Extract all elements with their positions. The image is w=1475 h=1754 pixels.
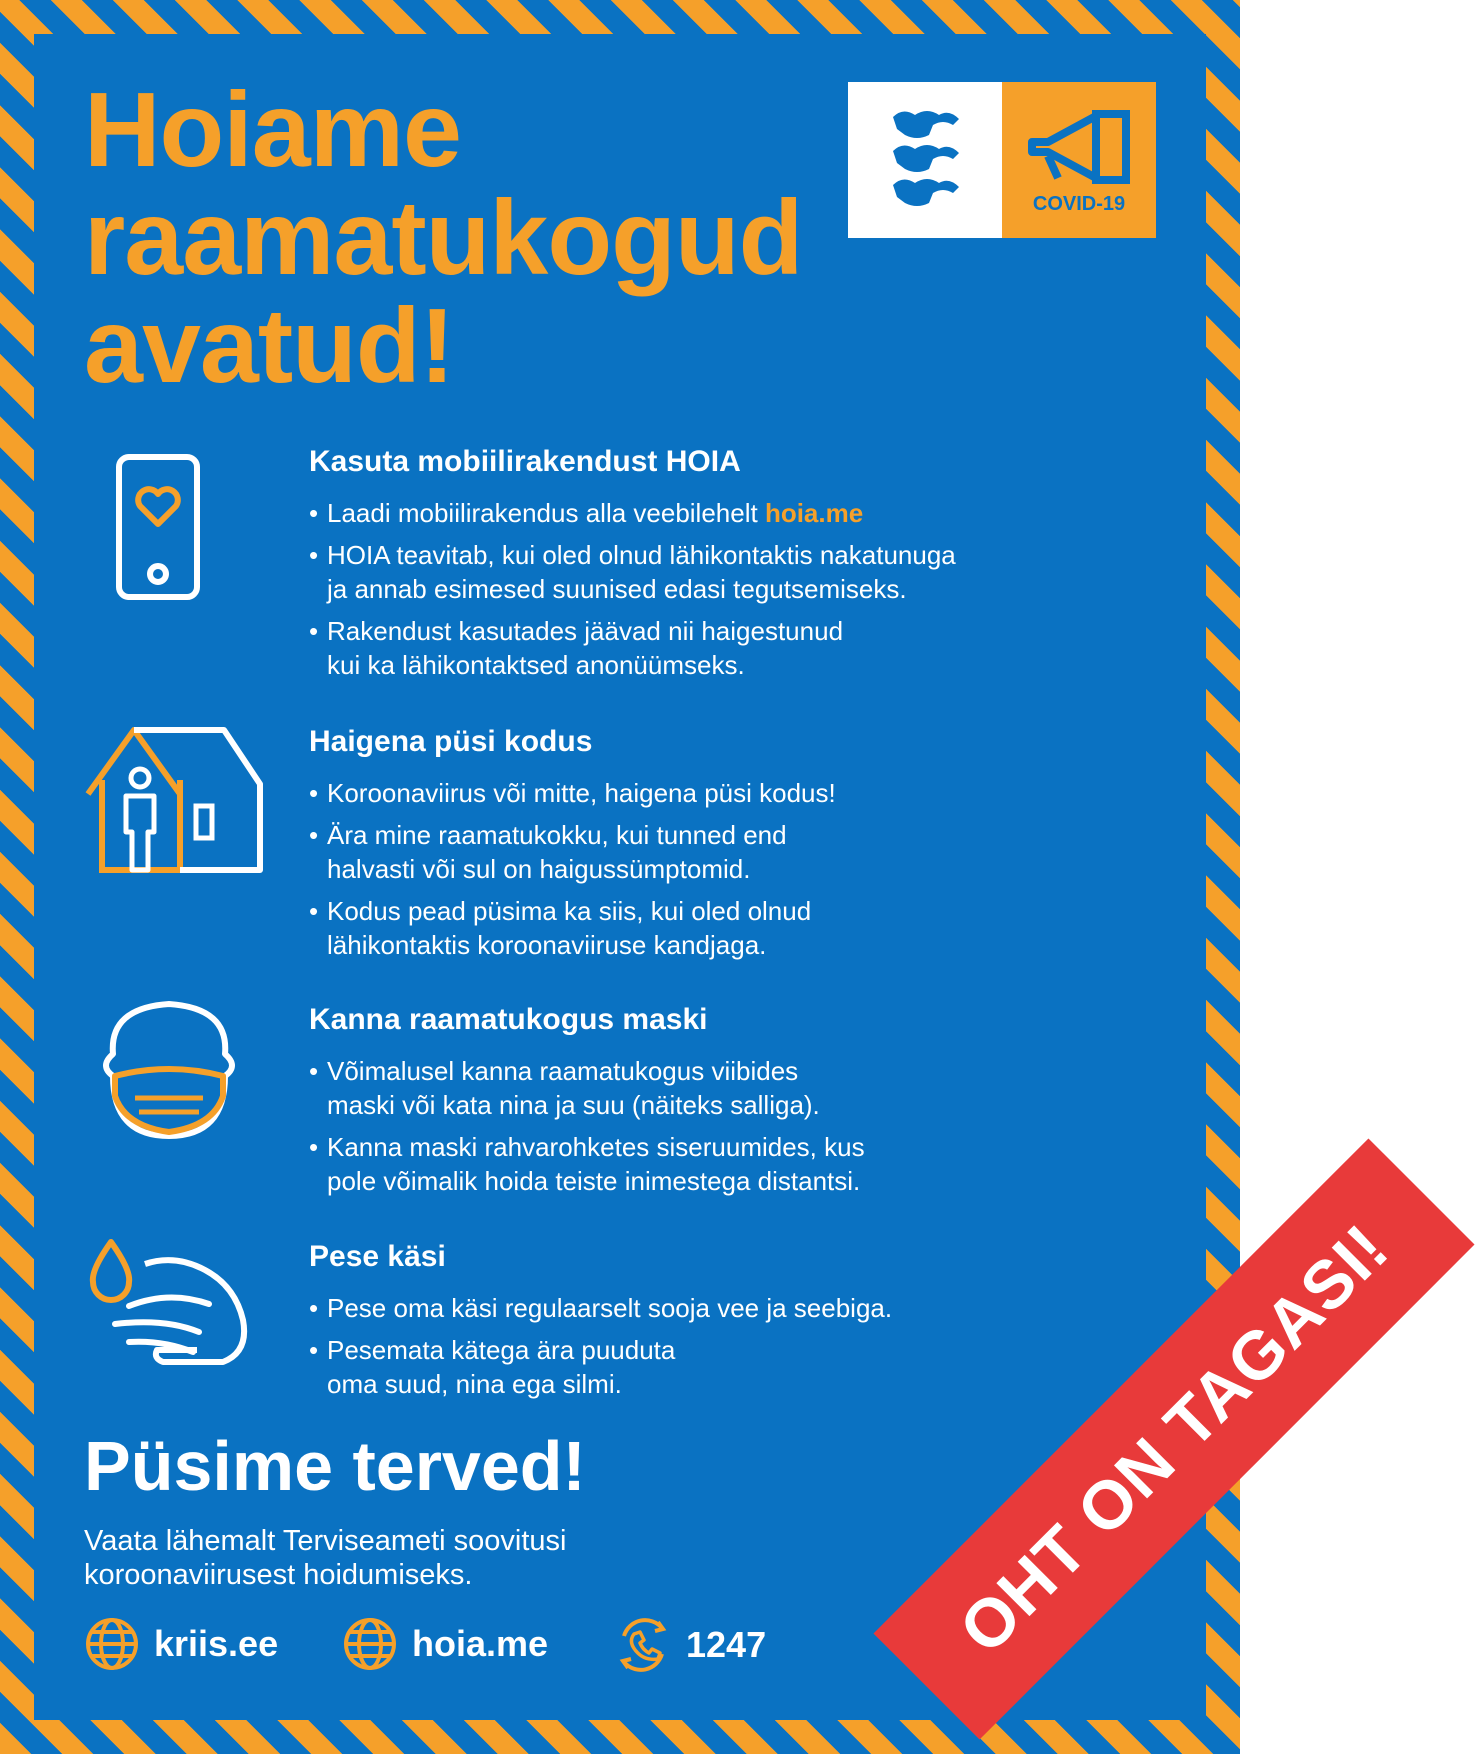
megaphone-icon <box>1002 92 1156 202</box>
covid-badge: COVID-19 <box>1032 193 1126 215</box>
section-heading: Kasuta mobiilirakendust HOIA <box>309 445 741 478</box>
contact-phone[interactable] <box>614 1616 766 1674</box>
section-heading: Kanna raamatukogus maski <box>309 1003 708 1036</box>
contact-label: kriis.ee <box>154 1623 279 1664</box>
phone-heart-icon <box>114 452 202 602</box>
globe-icon <box>84 1616 140 1672</box>
section-heading: Pese käsi <box>309 1240 446 1273</box>
bullet-list <box>309 1291 892 1409</box>
contact-hoia[interactable] <box>342 1616 548 1672</box>
warning-banner <box>873 1138 1474 1739</box>
poster-body <box>34 34 1404 1720</box>
closing-text: Vaata lähemalt Terviseameti soovitusi koroonaviirusest hoidumiseks. <box>84 1525 567 1591</box>
contact-label: hoia.me <box>412 1623 549 1664</box>
bullet-item: • Ära mine raamatukokku, kui tunned end halvasti või sul on haigussümptomid. <box>309 818 836 886</box>
contact-label: 1247 <box>686 1624 767 1665</box>
face-mask-icon <box>99 1002 239 1142</box>
logo-left-panel <box>848 82 1002 238</box>
bullet-item: • Pese oma käsi regulaarselt sooja vee ja seebiga. <box>309 1291 892 1325</box>
closing-title: Püsime terved! <box>84 1427 586 1505</box>
poster-title <box>84 71 803 405</box>
bullet-item: • Võimalusel kanna raamatukogus viibides maski või kata nina ja suu (näiteks salliga). <box>309 1054 865 1122</box>
bullet-list <box>309 1054 865 1206</box>
bullet-item: • Kodus pead püsima ka siis, kui oled olnud lähikontaktis koroonaviiruse kandjaga. <box>309 894 836 962</box>
title-line: avatud! <box>84 287 454 405</box>
contact-kriis[interactable] <box>84 1616 278 1672</box>
bullet-item: • Kanna maski rahvarohketes siseruumides, kus pole võimalik hoida teiste inimestega distantsi. <box>309 1130 865 1198</box>
logo-right-panel <box>1002 82 1156 238</box>
bullet-list <box>309 496 956 690</box>
hand-washing-icon <box>89 1238 249 1368</box>
house-person-icon <box>84 724 264 874</box>
section-heading: Haigena püsi kodus <box>309 725 593 758</box>
bullet-item: • Koroonaviirus või mitte, haigena püsi kodus! <box>309 776 836 810</box>
title-line: raamatukogud <box>84 179 803 297</box>
bullet-item: • Rakendust kasutades jäävad nii haigestunud kui ka lähikontaktsed anonüümseks. <box>309 614 956 682</box>
bullet-item <box>309 496 956 530</box>
government-covid-logo <box>848 82 1156 238</box>
banner-text: OHT ON TAGASI! <box>944 1209 1404 1669</box>
bullet-list <box>309 776 836 970</box>
hoia-link[interactable]: hoia.me <box>764 498 864 528</box>
bullet-item: • HOIA teavitab, kui oled olnud lähikontaktis nakatunuga ja annab esimesed suunised edasi tegutsemiseks. <box>309 538 956 606</box>
bullet-text: Laadi mobiilirakendus alla veebilehelt <box>327 498 765 528</box>
bullet-item: • Pesemata kätega ära puuduta oma suud, nina ega silmi. <box>309 1333 892 1401</box>
estonian-coat-of-arms-icon <box>885 105 965 215</box>
globe-icon <box>342 1616 398 1672</box>
title-line: Hoiame <box>84 71 461 189</box>
phone-call-icon <box>614 1616 672 1674</box>
